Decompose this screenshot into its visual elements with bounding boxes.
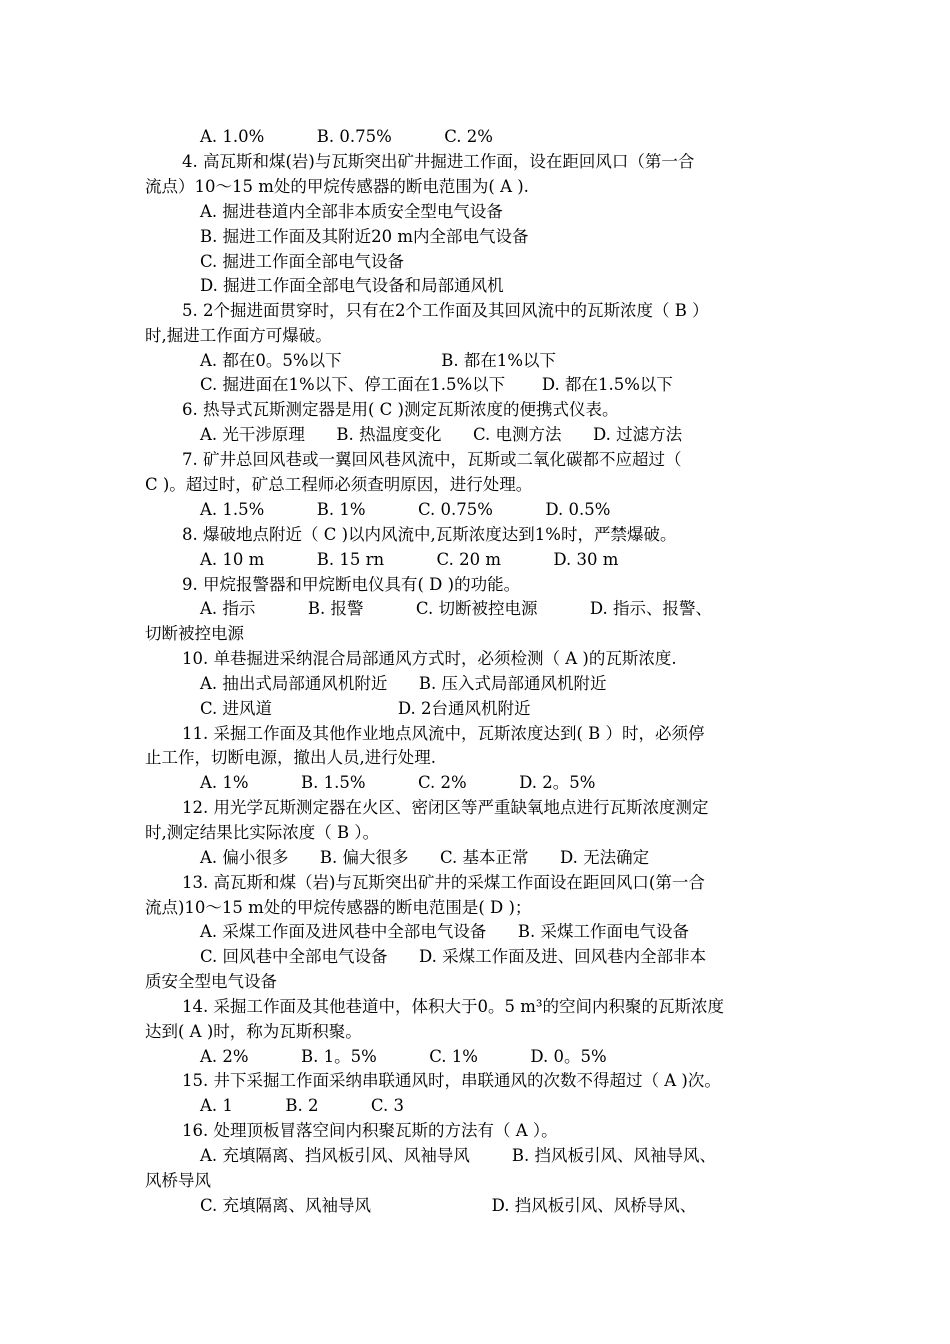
text-line: 时,测定结果比实际浓度（ B ）。 [145, 823, 380, 842]
text-line: A. 充填隔离、挡风板引风、风袖导风 B. 挡风板引风、风袖导风、 [200, 1146, 716, 1165]
text-line: C. 掘进工作面全部电气设备 [200, 252, 405, 271]
text-line: A. 掘进巷道内全部非本质安全型电气设备 [200, 202, 503, 221]
text-line: A. 1% B. 1.5% C. 2% D. 2。5% [200, 773, 596, 792]
text-line: A. 光干涉原理 B. 热温度变化 C. 电测方法 D. 过滤方法 [200, 425, 683, 444]
text-line: 4. 高瓦斯和煤(岩)与瓦斯突出矿井掘进工作面，设在距回风口（第一合 [182, 152, 695, 171]
text-line: 止工作，切断电源，撤出人员,进行处理. [145, 748, 436, 767]
text-line: A. 偏小很多 B. 偏大很多 C. 基本正常 D. 无法确定 [200, 848, 650, 867]
text-line: 9. 甲烷报警器和甲烷断电仪具有( D )的功能。 [182, 575, 521, 594]
text-line: C )。超过时，矿总工程师必须查明原因，进行处理。 [145, 475, 533, 494]
text-line: C. 充填隔离、风袖导风 D. 挡风板引风、风桥导风、 [200, 1196, 697, 1215]
text-line: 时,掘进工作面方可爆破。 [145, 326, 332, 345]
text-line: 达到( A )时，称为瓦斯积聚。 [145, 1022, 362, 1041]
text-line: A. 1 B. 2 C. 3 [200, 1096, 404, 1115]
text-line: A. 采煤工作面及进风巷中全部电气设备 B. 采煤工作面电气设备 [200, 922, 689, 941]
text-line: 15. 井下采掘工作面采纳串联通风时，串联通风的次数不得超过（ A )次。 [182, 1071, 721, 1090]
text-line: A. 1.0% B. 0.75% C. 2% [200, 127, 493, 146]
text-line: A. 都在0。5%以下 B. 都在1%以下 [200, 351, 557, 370]
text-line: 流点）10～15 m处的甲烷传感器的断电范围为( A ). [145, 177, 529, 196]
text-line: 13. 高瓦斯和煤（岩)与瓦斯突出矿井的采煤工作面设在距回风口(第一合 [182, 873, 705, 892]
text-line: 12. 用光学瓦斯测定器在火区、密闭区等严重缺氧地点进行瓦斯浓度测定 [182, 798, 709, 817]
text-line: C. 回风巷中全部电气设备 D. 采煤工作面及进、回风巷内全部非本 [200, 947, 707, 966]
text-line: 10. 单巷掘进采纳混合局部通风方式时，必须检测（ A )的瓦斯浓度. [182, 649, 677, 668]
text-line: A. 10 m B. 15 rn C. 20 m D. 30 m [200, 550, 619, 569]
text-line: B. 掘进工作面及其附近20 m内全部电气设备 [200, 227, 529, 246]
text-line: 16. 处理顶板冒落空间内积聚瓦斯的方法有（ A ）。 [182, 1121, 558, 1140]
text-line: A. 1.5% B. 1% C. 0.75% D. 0.5% [200, 500, 611, 519]
text-line: 质安全型电气设备 [145, 972, 277, 991]
text-line: A. 抽出式局部通风机附近 B. 压入式局部通风机附近 [200, 674, 607, 693]
text-line: 切断被控电源 [145, 624, 244, 643]
text-line: 5. 2个掘进面贯穿时，只有在2个工作面及其回风流中的瓦斯浓度（ B ） [182, 301, 709, 320]
text-line: 8. 爆破地点附近（ C )以内风流中,瓦斯浓度达到1%时，严禁爆破。 [182, 525, 677, 544]
text-line: C. 掘进面在1%以下、停工面在1.5%以下 D. 都在1.5%以下 [200, 375, 673, 394]
text-line: C. 进风道 D. 2台通风机附近 [200, 699, 531, 718]
text-line: D. 掘进工作面全部电气设备和局部通风机 [200, 276, 504, 295]
text-line: 风桥导风 [145, 1171, 211, 1190]
text-line: 6. 热导式瓦斯测定器是用( C )测定瓦斯浓度的便携式仪表。 [182, 400, 619, 419]
text-line: 流点)10～15 m处的甲烷传感器的断电范围是( D )； [145, 898, 532, 917]
text-line: A. 2% B. 1。5% C. 1% D. 0。5% [200, 1047, 607, 1066]
text-line: 14. 采掘工作面及其他巷道中，体积大于0。5 m³的空间内积聚的瓦斯浓度 [182, 997, 724, 1016]
text-line: 11. 采掘工作面及其他作业地点风流中，瓦斯浓度达到( B ）时，必须停 [182, 724, 705, 743]
text-line: A. 指示 B. 报警 C. 切断被控电源 D. 指示、报警、 [200, 599, 713, 618]
text-line: 7. 矿井总回风巷或一翼回风巷风流中，瓦斯或二氧化碳都不应超过（ [182, 450, 682, 469]
